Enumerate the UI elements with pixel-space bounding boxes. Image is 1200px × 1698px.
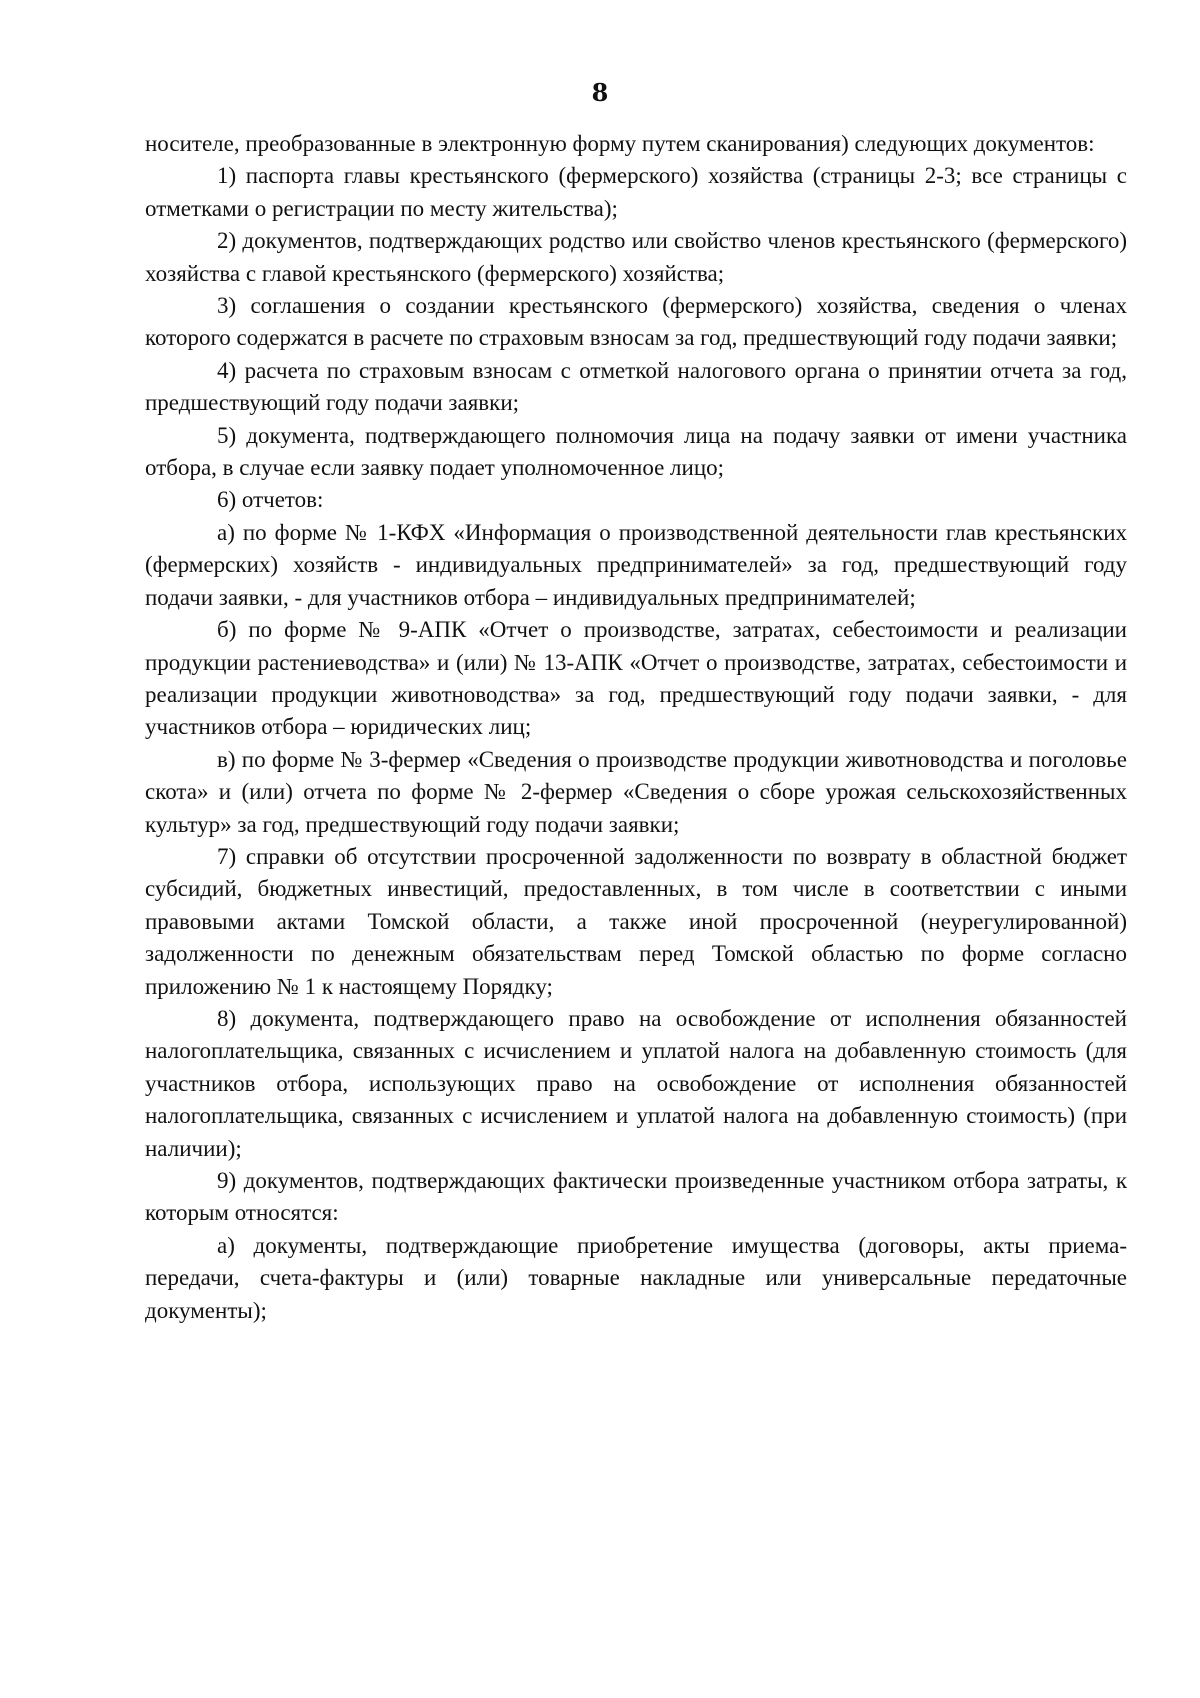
page-number: 8 <box>591 78 609 107</box>
paragraph-continuation: носителе, преобразованные в электронную форму путем сканирования) следующих документов: <box>145 131 1095 156</box>
paragraph-item-3: 3) соглашения о создании крестьянского (фермерского) хозяйства, сведения о членах которого содержатся в расчете по страховым взносам за год, предшествующий году подачи заявки; <box>145 293 1127 351</box>
paragraph-item-2: 2) документов, подтверждающих родство или свойство членов крестьянского (фермерского) хозяйства с главой крестьянского (фермерского) хозяйства; <box>145 228 1127 286</box>
paragraph-item-9a: а) документы, подтверждающие приобретение имущества (договоры, акты приема-передачи, счета-фактуры и (или) товарные накладные или универсальные передаточные документы); <box>145 1232 1127 1323</box>
document-body <box>145 128 1127 1327</box>
paragraph-item-1: 1) паспорта главы крестьянского (фермерского) хозяйства (страницы 2-3; все страницы с отметками о регистрации по месту жительства); <box>145 163 1127 221</box>
paragraph-item-6a: а) по форме № 1-КФХ «Информация о производственной деятельности глав крестьянских (фермерских) хозяйств - индивидуальных предпринимателей» за год, предшествующий году подачи заявки, - для участников отбора – индивидуальных предпринимателей; <box>145 519 1127 610</box>
paragraph-item-7: 7) справки об отсутствии просроченной задолженности по возврату в областной бюджет субсидий, бюджетных инвестиций, предоставленных, в том числе в соответствии с иными правовыми актами Томской области, а также иной просроченной (неурегулированной) задолженности по денежным обязательствам перед Томской областью по форме согласно приложению № 1 к настоящему Порядку; <box>145 843 1127 999</box>
paragraph-item-5: 5) документа, подтверждающего полномочия лица на подачу заявки от имени участника отбора, в случае если заявку подает уполномоченное лицо; <box>145 422 1127 481</box>
paragraph-item-9: 9) документов, подтверждающих фактически произведенные участником отбора затраты, к которым относятся: <box>145 1168 1127 1226</box>
paragraph-item-4: 4) расчета по страховым взносам с отметкой налогового органа о принятии отчета за год, предшествующий году подачи заявки; <box>145 357 1127 416</box>
paragraph-item-6: 6) отчетов: <box>217 487 324 513</box>
paragraph-item-6v: в) по форме № 3-фермер «Сведения о производстве продукции животноводства и поголовье скота» и (или) отчета по форме № 2-фермер «Сведения о сборе урожая сельскохозяйственных культур» за год, предшествующий году подачи заявки; <box>145 746 1127 837</box>
paragraph-item-8: 8) документа, подтверждающего право на освобождение от исполнения обязанностей налогоплательщика, связанных с исчислением и уплатой налога на добавленную стоимость (для участников отбора, использующих право на освобождение от исполнения обязанностей налогоплательщика, связанных с исчислением и уплатой налога на добавленную стоимость) (при наличии); <box>145 1005 1127 1161</box>
paragraph-item-6b: б) по форме № 9-АПК «Отчет о производстве, затратах, себестоимости и реализации продукции растениеводства» и (или) № 13-АПК «Отчет о производстве, затратах, себестоимости и реализации продукции животноводства» за год, предшествующий году подачи заявки, - для участников отбора – юридических лиц; <box>145 617 1127 740</box>
